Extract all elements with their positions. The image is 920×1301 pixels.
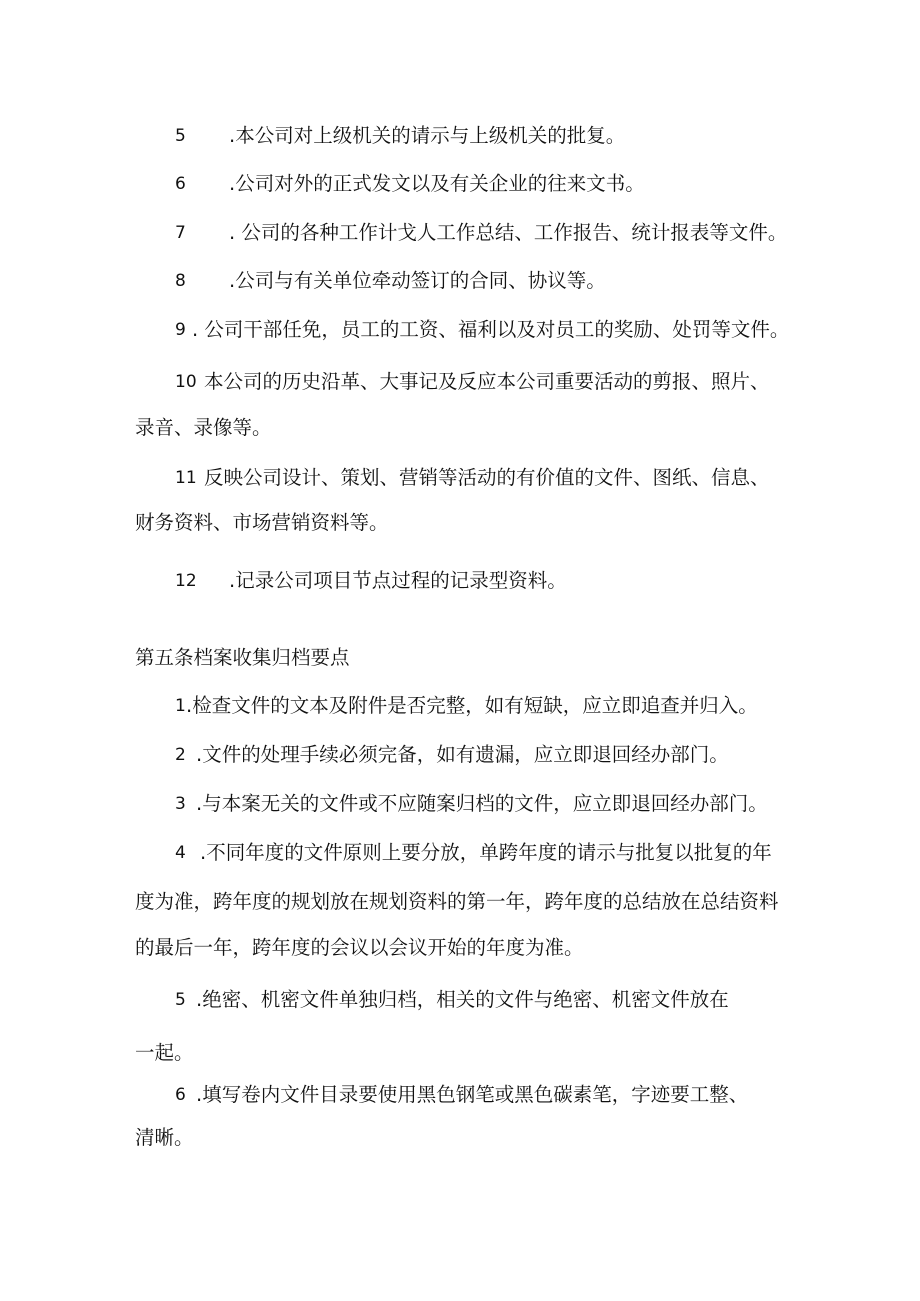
item-number: 2 xyxy=(175,745,186,765)
list-item xyxy=(0,982,920,1018)
item-text: .检查文件的文本及附件是否完整，如有短缺，应立即追查并归入。 xyxy=(186,694,758,717)
item-number: 5 xyxy=(175,126,186,146)
list-item xyxy=(0,737,920,773)
list-item xyxy=(0,786,920,822)
item-number: 11 xyxy=(175,468,197,488)
item-text: 反映公司设计、策划、营销等活动的有价值的文件、图纸、信息、 xyxy=(204,466,770,489)
item-text: 财务资料、市场营销资料等。 xyxy=(135,511,389,534)
list-item xyxy=(0,364,920,400)
list-item xyxy=(0,263,920,299)
section-heading xyxy=(0,640,920,676)
list-item xyxy=(0,118,920,154)
list-item xyxy=(0,312,920,348)
list-item-continuation xyxy=(0,1120,920,1156)
item-text: .文件的处理手续必须完备，如有遗漏，应立即退回经办部门。 xyxy=(196,743,729,766)
item-text: .公司对外的正式发文以及有关企业的往来文书。 xyxy=(229,172,645,195)
item-text: 清晰。 xyxy=(135,1126,194,1149)
item-number: 6 xyxy=(175,174,186,194)
item-text: 本公司的历史沿革、大事记及反应本公司重要活动的剪报、照片、 xyxy=(204,370,770,393)
list-item xyxy=(0,1077,920,1113)
item-number: 12 xyxy=(175,571,197,591)
item-text: .本公司对上级机关的请示与上级机关的批复。 xyxy=(229,124,626,147)
list-item xyxy=(0,460,920,496)
item-text: .记录公司项目节点过程的记录型资料。 xyxy=(229,569,567,592)
list-item-continuation xyxy=(0,1035,920,1071)
item-number: 4 xyxy=(175,843,186,863)
item-number: 5 xyxy=(175,990,186,1010)
item-text: . 公司的各种工作计戈人工作总结、工作报告、统计报表等文件。 xyxy=(229,221,788,244)
list-item-continuation xyxy=(0,410,920,446)
item-text: .与本案无关的文件或不应随案归档的文件，应立即退回经办部门。 xyxy=(196,792,768,815)
item-text: .填写卷内文件目录要使用黑色钢笔或黑色碳素笔，字迹要工整、 xyxy=(196,1083,749,1106)
list-item xyxy=(0,688,920,724)
item-number: 10 xyxy=(175,372,197,392)
item-number: 3 xyxy=(175,794,186,814)
list-item xyxy=(0,563,920,599)
list-item-continuation xyxy=(0,884,920,920)
item-text: 一起。 xyxy=(135,1041,194,1064)
list-item xyxy=(0,166,920,202)
item-number: 1 xyxy=(175,696,186,716)
item-number: 7 xyxy=(175,223,186,243)
list-item-continuation xyxy=(0,930,920,966)
list-item xyxy=(0,835,920,871)
item-number: 6 xyxy=(175,1085,186,1105)
section-title: 第五条档案收集归档要点 xyxy=(135,646,350,669)
item-text: 录音、录像等。 xyxy=(135,416,272,439)
item-text: .绝密、机密文件单独归档，相关的文件与绝密、机密文件放在 xyxy=(196,988,729,1011)
item-text: . 公司干部任免，员工的工资、福利以及对员工的奖励、处罚等文件。 xyxy=(192,318,790,341)
list-item-continuation xyxy=(0,505,920,541)
item-text: 度为准，跨年度的规划放在规划资料的第一年，跨年度的总结放在总结资料 xyxy=(135,890,779,913)
item-text: .不同年度的文件原则上要分放，单跨年度的请示与批复以批复的年 xyxy=(200,841,772,864)
item-text: .公司与有关单位牵动签订的合同、协议等。 xyxy=(229,269,606,292)
item-number: 8 xyxy=(175,271,186,291)
item-text: 的最后一年，跨年度的会议以会议开始的年度为准。 xyxy=(135,936,584,959)
list-item xyxy=(0,215,920,251)
item-number: 9 xyxy=(175,320,186,340)
